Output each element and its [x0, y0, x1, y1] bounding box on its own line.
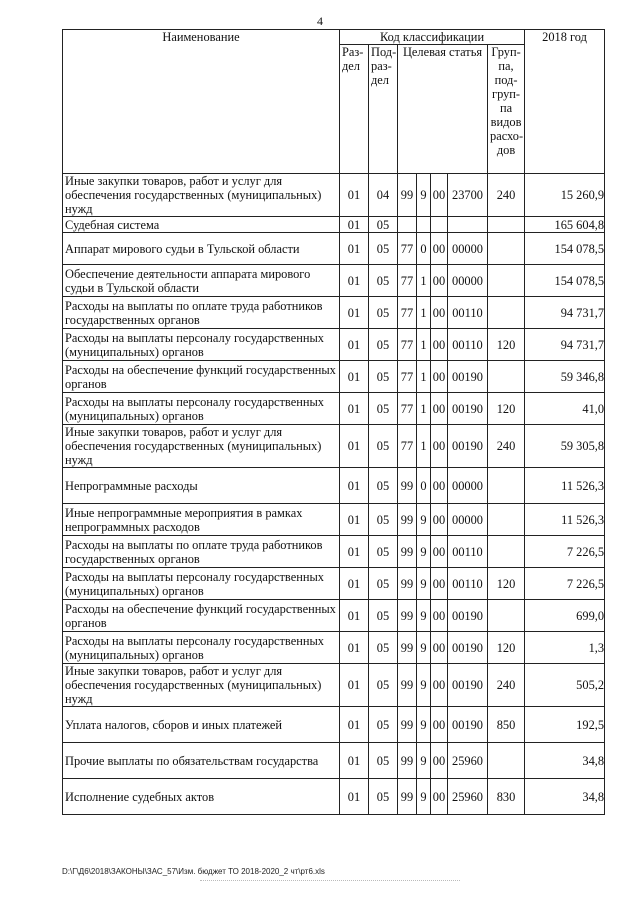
table-row [63, 468, 605, 504]
row-razdel: 01 [340, 743, 369, 779]
row-razdel: 01 [340, 329, 369, 361]
row-target-code [448, 217, 488, 233]
row-target-code: 00110 [448, 536, 488, 568]
row-target-code: 00110 [448, 329, 488, 361]
row-podrazdel: 05 [369, 217, 398, 233]
row-expense-group [488, 743, 525, 779]
row-target-program: 77 [398, 393, 417, 425]
row-target-program: 77 [398, 329, 417, 361]
row-target-subprogram: 0 [417, 233, 431, 265]
row-razdel: 01 [340, 632, 369, 664]
row-podrazdel: 05 [369, 329, 398, 361]
row-target-program: 99 [398, 664, 417, 707]
row-razdel: 01 [340, 425, 369, 468]
table-row [63, 361, 605, 393]
row-target-program: 99 [398, 468, 417, 504]
row-podrazdel: 05 [369, 265, 398, 297]
row-expense-group: 850 [488, 707, 525, 743]
row-expense-group: 830 [488, 779, 525, 815]
row-amount: 154 078,5 [525, 265, 605, 297]
row-target-subprogram: 1 [417, 425, 431, 468]
row-podrazdel: 05 [369, 707, 398, 743]
row-target-direction: 00 [431, 297, 448, 329]
page-number: 4 [317, 14, 323, 28]
table-row [63, 174, 605, 217]
row-amount: 192,5 [525, 707, 605, 743]
row-target-direction: 00 [431, 600, 448, 632]
row-amount: 59 346,8 [525, 361, 605, 393]
row-target-subprogram: 9 [417, 504, 431, 536]
row-target-code: 23700 [448, 174, 488, 217]
budget-table [62, 29, 605, 815]
row-target-direction: 00 [431, 779, 448, 815]
row-expense-group [488, 468, 525, 504]
row-podrazdel: 05 [369, 468, 398, 504]
row-expense-group: 120 [488, 632, 525, 664]
budget-rows [63, 174, 605, 815]
row-target-direction: 00 [431, 233, 448, 265]
row-name: Иные непрограммные мероприятия в рамках непрограммных расходов [63, 504, 340, 536]
row-name: Расходы на обеспечение функций государственных органов [63, 600, 340, 632]
row-target-code: 00000 [448, 265, 488, 297]
row-target-subprogram: 0 [417, 468, 431, 504]
row-target-program: 99 [398, 504, 417, 536]
row-razdel: 01 [340, 568, 369, 600]
table-row [63, 632, 605, 664]
row-razdel: 01 [340, 707, 369, 743]
row-target-program: 99 [398, 174, 417, 217]
row-podrazdel: 05 [369, 297, 398, 329]
row-target-direction: 00 [431, 743, 448, 779]
row-target-program [398, 217, 417, 233]
row-amount: 1,3 [525, 632, 605, 664]
table-row [63, 779, 605, 815]
row-target-subprogram: 1 [417, 329, 431, 361]
row-name: Расходы на выплаты персоналу государственных (муниципальных) органов [63, 568, 340, 600]
row-podrazdel: 05 [369, 743, 398, 779]
row-target-code: 00190 [448, 600, 488, 632]
row-name: Иные закупки товаров, работ и услуг для обеспечения государственных (муниципальных) нужд [63, 664, 340, 707]
row-razdel: 01 [340, 393, 369, 425]
row-target-direction: 00 [431, 329, 448, 361]
row-target-code: 00190 [448, 361, 488, 393]
row-target-program: 77 [398, 297, 417, 329]
row-podrazdel: 05 [369, 233, 398, 265]
row-expense-group: 120 [488, 329, 525, 361]
row-target-direction: 00 [431, 632, 448, 664]
row-razdel: 01 [340, 233, 369, 265]
row-target-direction: 00 [431, 361, 448, 393]
row-expense-group [488, 600, 525, 632]
row-target-subprogram: 9 [417, 600, 431, 632]
header-name: Наименование [63, 30, 340, 174]
row-amount: 11 526,3 [525, 504, 605, 536]
row-target-direction: 00 [431, 664, 448, 707]
row-target-subprogram: 9 [417, 779, 431, 815]
row-name: Исполнение судебных актов [63, 779, 340, 815]
row-expense-group [488, 233, 525, 265]
row-target-program: 99 [398, 743, 417, 779]
row-target-program: 99 [398, 779, 417, 815]
row-razdel: 01 [340, 779, 369, 815]
table-row [63, 504, 605, 536]
table-row [63, 568, 605, 600]
row-name: Расходы на выплаты персоналу государственных (муниципальных) органов [63, 632, 340, 664]
row-target-subprogram: 9 [417, 568, 431, 600]
row-target-direction: 00 [431, 707, 448, 743]
row-podrazdel: 05 [369, 779, 398, 815]
row-podrazdel: 04 [369, 174, 398, 217]
row-podrazdel: 05 [369, 504, 398, 536]
header-group: Груп- па, под- груп- па видов расхо- дов [488, 45, 525, 174]
row-target-code: 25960 [448, 743, 488, 779]
row-podrazdel: 05 [369, 568, 398, 600]
row-name: Расходы на выплаты персоналу государственных (муниципальных) органов [63, 393, 340, 425]
row-target-program: 99 [398, 707, 417, 743]
row-amount: 41,0 [525, 393, 605, 425]
row-podrazdel: 05 [369, 536, 398, 568]
row-podrazdel: 05 [369, 393, 398, 425]
header-razdel: Раз- дел [340, 45, 369, 174]
row-target-subprogram: 9 [417, 743, 431, 779]
row-target-code: 00000 [448, 468, 488, 504]
row-target-program: 99 [398, 600, 417, 632]
row-name: Прочие выплаты по обязательствам государства [63, 743, 340, 779]
header-year: 2018 год [525, 30, 605, 174]
row-amount: 505,2 [525, 664, 605, 707]
row-target-direction: 00 [431, 393, 448, 425]
row-target-direction: 00 [431, 265, 448, 297]
row-razdel: 01 [340, 536, 369, 568]
row-razdel: 01 [340, 297, 369, 329]
row-target-program: 99 [398, 536, 417, 568]
row-podrazdel: 05 [369, 425, 398, 468]
row-target-direction [431, 217, 448, 233]
header-podrazdel: Под- раз- дел [369, 45, 398, 174]
footer-file-path: D:\Г\Д6\2018\ЗАКОНЫ\ЗАС_57\Изм. бюджет ТО 2018-2020_2 чт\рт6.xls [62, 867, 325, 876]
row-podrazdel: 05 [369, 600, 398, 632]
table-row [63, 600, 605, 632]
row-name: Расходы на выплаты по оплате труда работников государственных органов [63, 297, 340, 329]
row-expense-group [488, 297, 525, 329]
row-razdel: 01 [340, 217, 369, 233]
row-target-subprogram: 9 [417, 632, 431, 664]
row-amount: 34,8 [525, 743, 605, 779]
row-podrazdel: 05 [369, 361, 398, 393]
row-target-program: 77 [398, 233, 417, 265]
row-razdel: 01 [340, 664, 369, 707]
row-target-subprogram: 1 [417, 361, 431, 393]
row-amount: 94 731,7 [525, 329, 605, 361]
table-row [63, 393, 605, 425]
table-row [63, 233, 605, 265]
row-target-subprogram: 1 [417, 297, 431, 329]
row-expense-group [488, 265, 525, 297]
row-amount: 34,8 [525, 779, 605, 815]
row-target-code: 00190 [448, 632, 488, 664]
row-razdel: 01 [340, 265, 369, 297]
row-amount: 165 604,8 [525, 217, 605, 233]
row-target-code: 00190 [448, 664, 488, 707]
table-row [63, 329, 605, 361]
row-expense-group: 120 [488, 568, 525, 600]
row-target-code: 00190 [448, 425, 488, 468]
row-target-subprogram: 1 [417, 265, 431, 297]
row-expense-group: 240 [488, 174, 525, 217]
table-row [63, 425, 605, 468]
row-target-program: 77 [398, 361, 417, 393]
row-amount: 15 260,9 [525, 174, 605, 217]
row-name: Судебная система [63, 217, 340, 233]
row-expense-group: 240 [488, 664, 525, 707]
row-expense-group [488, 536, 525, 568]
header-target: Целевая статья [398, 45, 488, 174]
row-razdel: 01 [340, 504, 369, 536]
row-target-subprogram: 9 [417, 707, 431, 743]
row-podrazdel: 05 [369, 664, 398, 707]
row-razdel: 01 [340, 468, 369, 504]
row-amount: 7 226,5 [525, 536, 605, 568]
row-expense-group [488, 217, 525, 233]
row-target-code: 00000 [448, 504, 488, 536]
row-target-code: 00110 [448, 568, 488, 600]
row-target-code: 00110 [448, 297, 488, 329]
row-amount: 59 305,8 [525, 425, 605, 468]
row-razdel: 01 [340, 174, 369, 217]
row-podrazdel: 05 [369, 632, 398, 664]
row-expense-group [488, 504, 525, 536]
header-row-top [63, 30, 605, 45]
table-row [63, 707, 605, 743]
row-name: Расходы на выплаты по оплате труда работников государственных органов [63, 536, 340, 568]
row-target-program: 99 [398, 568, 417, 600]
row-amount: 94 731,7 [525, 297, 605, 329]
row-razdel: 01 [340, 361, 369, 393]
row-target-subprogram: 1 [417, 393, 431, 425]
row-target-direction: 00 [431, 504, 448, 536]
table-row [63, 217, 605, 233]
row-amount: 154 078,5 [525, 233, 605, 265]
row-amount: 11 526,3 [525, 468, 605, 504]
row-expense-group [488, 361, 525, 393]
row-target-direction: 00 [431, 468, 448, 504]
table-row [63, 743, 605, 779]
header-code-group: Код классификации [340, 30, 525, 45]
table-row [63, 265, 605, 297]
row-target-subprogram [417, 217, 431, 233]
row-amount: 699,0 [525, 600, 605, 632]
row-name: Расходы на выплаты персоналу государственных (муниципальных) органов [63, 329, 340, 361]
row-target-code: 25960 [448, 779, 488, 815]
footer-divider [200, 880, 460, 882]
row-target-program: 99 [398, 632, 417, 664]
table-row [63, 536, 605, 568]
row-target-subprogram: 9 [417, 536, 431, 568]
row-target-code: 00190 [448, 393, 488, 425]
row-name: Иные закупки товаров, работ и услуг для обеспечения государственных (муниципальных) нужд [63, 425, 340, 468]
row-target-program: 77 [398, 425, 417, 468]
row-target-code: 00190 [448, 707, 488, 743]
row-expense-group: 120 [488, 393, 525, 425]
row-target-program: 77 [398, 265, 417, 297]
row-target-direction: 00 [431, 568, 448, 600]
row-target-direction: 00 [431, 425, 448, 468]
table-row [63, 297, 605, 329]
row-target-subprogram: 9 [417, 174, 431, 217]
row-name: Непрограммные расходы [63, 468, 340, 504]
row-target-subprogram: 9 [417, 664, 431, 707]
row-name: Аппарат мирового судьи в Тульской области [63, 233, 340, 265]
row-name: Расходы на обеспечение функций государственных органов [63, 361, 340, 393]
row-target-direction: 00 [431, 536, 448, 568]
row-name: Уплата налогов, сборов и иных платежей [63, 707, 340, 743]
table-row [63, 664, 605, 707]
row-target-direction: 00 [431, 174, 448, 217]
row-name: Обеспечение деятельности аппарата мирового судьи в Тульской области [63, 265, 340, 297]
row-name: Иные закупки товаров, работ и услуг для обеспечения государственных (муниципальных) нужд [63, 174, 340, 217]
row-target-code: 00000 [448, 233, 488, 265]
row-amount: 7 226,5 [525, 568, 605, 600]
row-razdel: 01 [340, 600, 369, 632]
row-expense-group: 240 [488, 425, 525, 468]
